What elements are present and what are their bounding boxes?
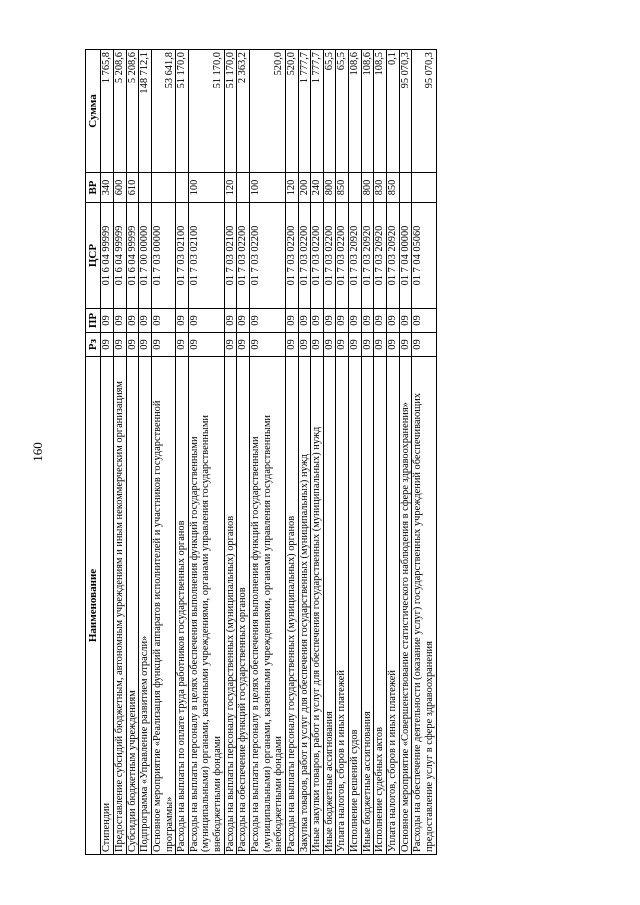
table-row [387,50,400,855]
row-sum: 1 777,7 [311,50,324,173]
row-vr: 100 [188,173,224,203]
row-pr: 09 [176,309,189,333]
header-vr: ВР [86,173,101,203]
header-pr: ПР [86,309,101,333]
row-csr: 01 7 03 02100 [176,203,189,309]
row-sum: 5 208,6 [126,50,139,173]
row-rz: 09 [412,333,436,357]
row-vr [151,173,175,203]
row-vr: 100 [250,173,286,203]
row-vr [349,173,362,203]
row-csr: 01 7 03 20920 [349,203,362,309]
table-row [374,50,387,855]
row-pr: 09 [224,309,237,333]
row-rz: 09 [188,333,224,357]
row-vr [176,173,189,203]
row-pr: 09 [126,309,139,333]
table-row [250,50,286,855]
row-vr [139,173,152,203]
table-row [349,50,362,855]
row-name: Подпрограмма «Управление развитием отрасли» [139,357,152,855]
row-sum: 65,5 [323,50,336,173]
row-pr: 09 [349,309,362,333]
table-row [126,50,139,855]
table-body [101,50,436,855]
row-name: Иные бюджетные ассигнования [323,357,336,855]
row-rz: 09 [151,333,175,357]
row-pr: 09 [412,309,436,333]
row-vr: 200 [298,173,311,203]
table-row [323,50,336,855]
row-csr: 01 6 04 99999 [113,203,126,309]
table-row [151,50,175,855]
row-pr: 09 [336,309,349,333]
row-csr: 01 7 03 02200 [250,203,286,309]
table-row [285,50,298,855]
row-rz: 09 [113,333,126,357]
row-csr: 01 7 03 02200 [298,203,311,309]
row-rz: 09 [323,333,336,357]
row-pr: 09 [399,309,412,333]
row-name: Расходы на выплаты по оплате труда работников государственных органов [176,357,189,855]
table-row [311,50,324,855]
row-name: Расходы на выплаты персоналу государственных (муниципальных) органов [285,357,298,855]
row-vr: 240 [311,173,324,203]
row-rz: 09 [311,333,324,357]
row-vr [399,173,412,203]
table-row [188,50,224,855]
row-sum: 95 070,3 [399,50,412,173]
table-row [224,50,237,855]
page-number: 160 [30,442,45,462]
table-row [412,50,436,855]
row-vr: 850 [387,173,400,203]
row-name: Уплата налогов, сборов и иных платежей [336,357,349,855]
row-pr: 09 [323,309,336,333]
row-pr: 09 [188,309,224,333]
header-sum: Сумма [86,50,101,173]
row-pr: 09 [250,309,286,333]
row-name: Исполнение решений судов [349,357,362,855]
table-row [399,50,412,855]
row-csr: 01 7 03 20920 [387,203,400,309]
row-pr: 09 [139,309,152,333]
row-name: Предоставление субсидий бюджетным, автономным учреждениям и иным некоммерческим организациям [113,357,126,855]
row-csr: 01 7 04 05060 [412,203,436,309]
row-rz: 09 [399,333,412,357]
row-name: Субсидии бюджетным учреждениям [126,357,139,855]
row-sum: 148 712,1 [139,50,152,173]
row-pr: 09 [101,309,114,333]
row-csr: 01 7 00 00000 [139,203,152,309]
row-sum: 51 170,0 [188,50,224,173]
row-rz: 09 [387,333,400,357]
row-vr: 600 [113,173,126,203]
row-csr: 01 7 03 02100 [188,203,224,309]
row-name: Основное мероприятие «Совершенствование статистического наблюдения в сфере здравоохранения» [399,357,412,855]
row-vr [237,173,250,203]
row-rz: 09 [237,333,250,357]
row-pr: 09 [374,309,387,333]
row-sum: 1 765,8 [101,50,114,173]
row-name: Расходы на выплаты персоналу в целях обеспечения выполнения функций государственными (муниципальными) органами, казенными учреждениями, органами управления государственными внебюджетными фондами [188,357,224,855]
row-name: Стипендии [101,357,114,855]
row-sum: 520,0 [285,50,298,173]
row-sum: 2 363,2 [237,50,250,173]
row-name: Основное мероприятие «Реализация функций аппаратов исполнителей и участников государственной программы» [151,357,175,855]
row-sum: 53 641,8 [151,50,175,173]
row-sum: 51 170,0 [224,50,237,173]
row-pr: 09 [151,309,175,333]
row-rz: 09 [224,333,237,357]
row-name: Расходы на обеспечение деятельности (оказание услуг) государственных учреждений обеспечивающих предоставление услуг в сфере здравоохранения [412,357,436,855]
row-rz: 09 [126,333,139,357]
row-sum: 108,6 [361,50,374,173]
row-sum: 5 208,6 [113,50,126,173]
row-rz: 09 [361,333,374,357]
row-pr: 09 [311,309,324,333]
row-vr [412,173,436,203]
row-rz: 09 [176,333,189,357]
row-sum: 108,5 [374,50,387,173]
row-pr: 09 [387,309,400,333]
row-sum: 51 170,0 [176,50,189,173]
row-rz: 09 [250,333,286,357]
row-sum: 0,1 [387,50,400,173]
table-row [139,50,152,855]
row-rz: 09 [336,333,349,357]
row-vr: 120 [285,173,298,203]
row-name: Закупка товаров, работ и услуг для обеспечения государственных (муниципальных) нужд [298,357,311,855]
row-vr: 340 [101,173,114,203]
row-name: Расходы на выплаты персоналу государственных (муниципальных) органов [224,357,237,855]
row-csr: 01 6 04 99999 [101,203,114,309]
row-csr: 01 7 03 02200 [311,203,324,309]
row-sum: 1 777,7 [298,50,311,173]
table-header-row [86,50,101,855]
row-vr: 850 [336,173,349,203]
table-row [176,50,189,855]
header-name: Наименование [86,357,101,855]
table-row [336,50,349,855]
row-csr: 01 7 03 02100 [224,203,237,309]
table-row [298,50,311,855]
row-vr: 830 [374,173,387,203]
row-name: Уплата налогов, сборов и иных платежей [387,357,400,855]
budget-table [85,49,437,855]
row-rz: 09 [285,333,298,357]
header-csr: ЦСР [86,203,101,309]
row-rz: 09 [101,333,114,357]
row-rz: 09 [374,333,387,357]
row-csr: 01 7 03 02200 [323,203,336,309]
row-vr: 610 [126,173,139,203]
row-csr: 01 7 03 02200 [336,203,349,309]
row-vr: 800 [323,173,336,203]
row-csr: 01 6 04 99999 [126,203,139,309]
header-rz: Рз [86,333,101,357]
row-pr: 09 [361,309,374,333]
row-name: Расходы на выплаты персоналу в целях обеспечения выполнения функций государственными (муниципальными) органами, казенными учреждениями, органами управления государственными внебюджетными фондами [250,357,286,855]
row-csr: 01 7 03 02200 [237,203,250,309]
row-name: Иные закупки товаров, работ и услуг для обеспечения государственных (муниципальных) нужд [311,357,324,855]
row-sum: 520,0 [250,50,286,173]
row-pr: 09 [285,309,298,333]
row-csr: 01 7 03 00000 [151,203,175,309]
row-rz: 09 [139,333,152,357]
row-pr: 09 [113,309,126,333]
row-pr: 09 [298,309,311,333]
row-csr: 01 7 03 20920 [361,203,374,309]
row-sum: 65,5 [336,50,349,173]
row-name: Исполнение судебных актов [374,357,387,855]
row-sum: 95 070,3 [412,50,436,173]
row-name: Иные бюджетные ассигнования [361,357,374,855]
table-row [237,50,250,855]
row-pr: 09 [237,309,250,333]
row-csr: 01 7 04 00000 [399,203,412,309]
row-rz: 09 [349,333,362,357]
row-csr: 01 7 03 02200 [285,203,298,309]
row-rz: 09 [298,333,311,357]
table-row [101,50,114,855]
row-csr: 01 7 03 20920 [374,203,387,309]
row-sum: 108,6 [349,50,362,173]
table-row [113,50,126,855]
table-row [361,50,374,855]
row-vr: 800 [361,173,374,203]
budget-table-container [85,50,555,855]
row-name: Расходы на обеспечение функций государственных органов [237,357,250,855]
row-vr: 120 [224,173,237,203]
